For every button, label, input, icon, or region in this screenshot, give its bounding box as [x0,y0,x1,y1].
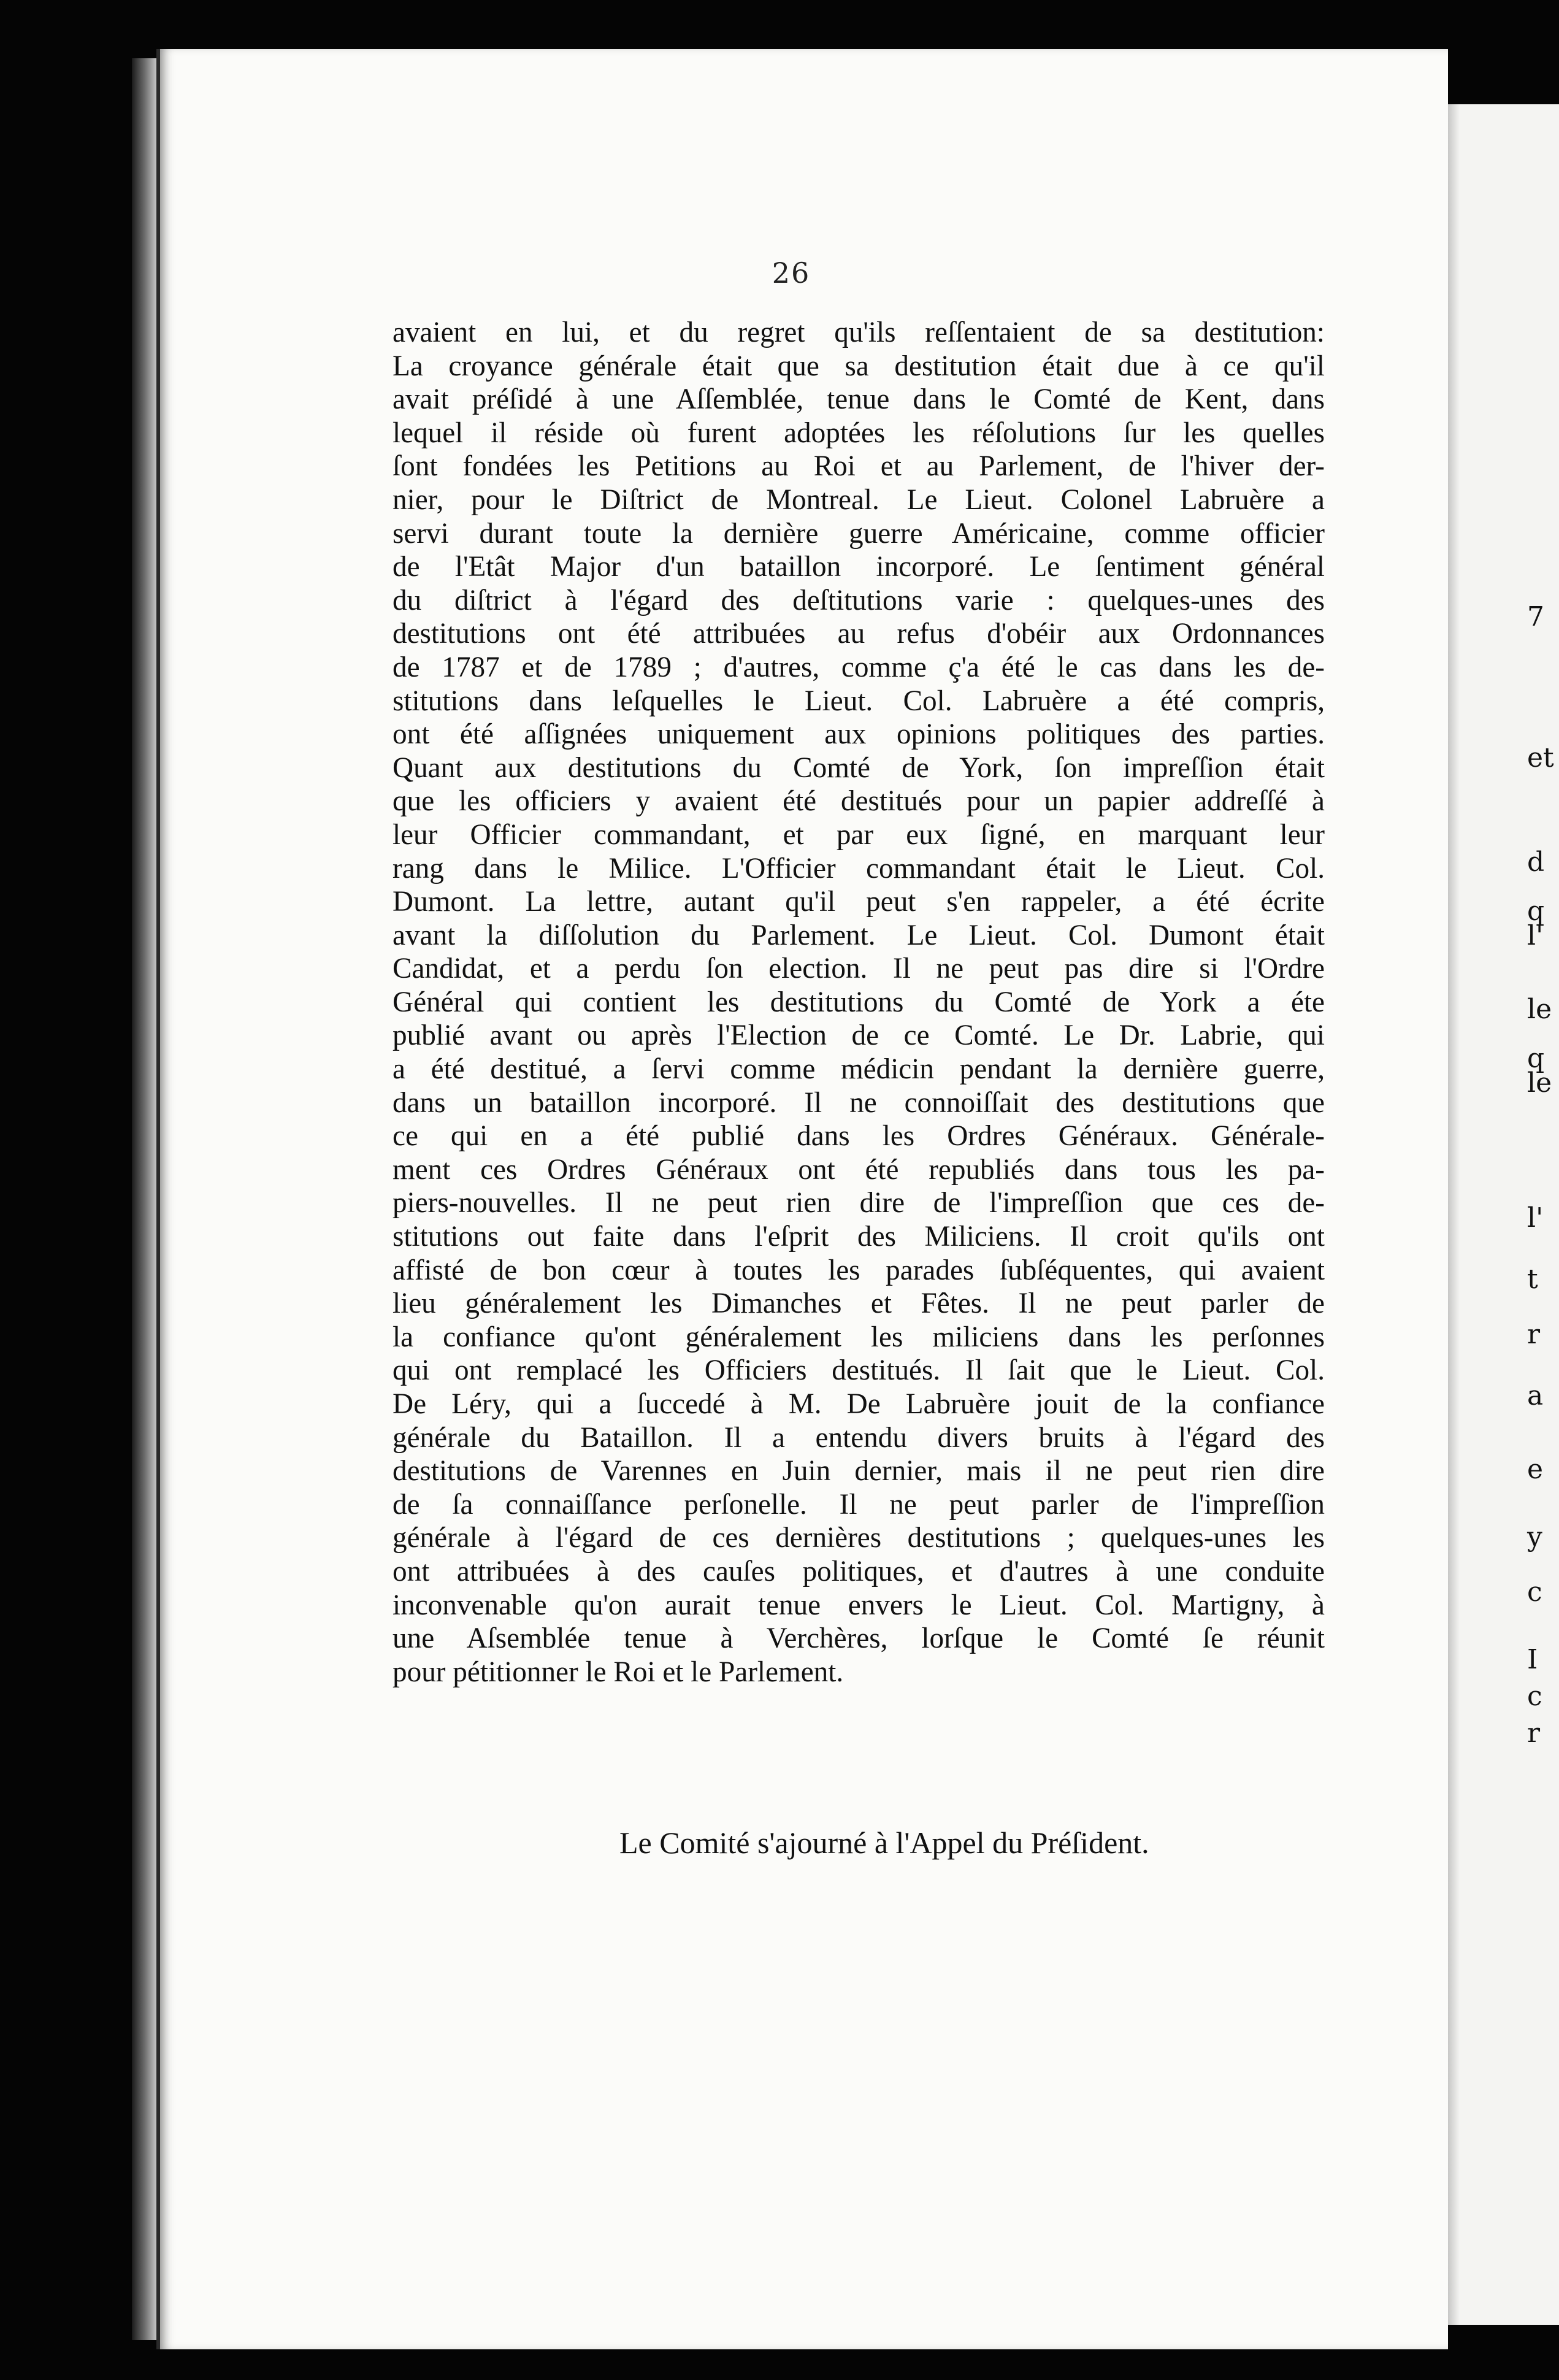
text-line: piers-nouvelles. Il ne peut rien dire de l'impreſſion que ces de- [393,1187,1325,1219]
text-line: servi durant toute la dernière guerre Américaine, comme officier [393,517,1325,550]
body-paragraph [393,316,1325,1689]
facing-page-fragment: y [1527,1521,1542,1553]
text-line: ſont fondées les Petitions au Roi et au Parlement, de l'hiver der- [393,450,1325,483]
text-line: affisté de bon cœur à toutes les parades ſubſéquentes, qui avaient [393,1254,1325,1286]
facing-page-fragment: r [1527,1319,1541,1350]
text-line: Dumont. La lettre, autant qu'il peut s'en rappeler, a été écrite [393,886,1325,918]
text-line: rang dans le Milice. L'Officier commandant était le Lieut. Col. [393,852,1325,885]
text-line: nier, pour le Diſtrict de Montreal. Le Lieut. Colonel Labruère a [393,483,1325,516]
text-line: une Aſsemblée tenue à Verchères, lorſque le Comté ſe réunit [393,1622,1325,1655]
text-line: avait préſidé à une Aſſemblée, tenue dans le Comté de Kent, dans [393,383,1325,416]
facing-page-fragment: q [1527,896,1545,927]
facing-page-fragment: e [1527,1454,1544,1485]
text-line: dans un bataillon incorporé. Il ne connoiſſait des destitutions que [393,1086,1325,1119]
facing-page-fragment: c [1527,1576,1542,1608]
facing-page-fragment: q [1527,1043,1545,1074]
text-line: inconvenable qu'on aurait tenue envers le Lieut. Col. Martigny, à [393,1589,1325,1621]
text-line: générale du Bataillon. Il a entendu divers bruits à l'égard des [393,1421,1325,1454]
text-line: stitutions out faite dans l'eſprit des Miliciens. Il croit qu'ils ont [393,1221,1325,1253]
text-line: leur Officier commandant, et par eux ſigné, en marquant leur [393,818,1325,851]
facing-page-fragment: l' [1527,1202,1544,1234]
facing-page-fragment: et [1527,742,1554,774]
text-line: ont attribuées à des cauſes politiques, et d'autres à une conduite [393,1555,1325,1587]
text-line: que les officiers y avaient été destitués pour un papier addreſſé à [393,785,1325,818]
text-line: lieu généralement les Dimanches et Fêtes. Il ne peut parler de [393,1288,1325,1320]
text-line: stitutions dans leſquelles le Lieut. Col. Labruère a été compris, [393,685,1325,717]
page-number: 26 [772,256,811,290]
text-line: destitutions ont été attribuées au refus d'obéir aux Ordonnances [393,618,1325,650]
facing-page-fragment: le [1527,1067,1552,1099]
text-line: avant la diſſolution du Parlement. Le Lieut. Col. Dumont était [393,919,1325,951]
text-line: La croyance générale était que sa destitution était due à ce qu'il [393,350,1325,382]
text-line: générale à l'égard de ces dernières destitutions ; quelques-unes les [393,1522,1325,1554]
text-line: du diſtrict à l'égard des deſtitutions varie : quelques-unes des [393,584,1325,616]
text-line: de 1787 et de 1789 ; d'autres, comme ç'a été le cas dans les de- [393,651,1325,683]
closing-line: Le Comité s'ajourné à l'Appel du Préſident. [619,1825,1149,1860]
text-line: de l'Etât Major d'un bataillon incorporé. Le ſentiment général [393,551,1325,583]
text-line: ont été aſſignées uniquement aux opinions politiques des parties. [393,718,1325,751]
text-line: publié avant ou après l'Election de ce Comté. Le Dr. Labrie, qui [393,1019,1325,1052]
facing-page-fragment: t [1527,1264,1538,1295]
facing-page-fragment: c [1527,1681,1542,1712]
facing-page-fragment: a [1527,1380,1544,1411]
text-line: ment ces Ordres Généraux ont été republiés dans tous les pa- [393,1153,1325,1186]
facing-page-fragment: l' [1527,920,1544,951]
facing-page-fragment: I [1527,1644,1538,1675]
text-line: lequel il réside où furent adoptées les réſolutions ſur les quelles [393,416,1325,449]
text-line: pour pétitionner le Roi et le Parlement. [393,1656,844,1688]
facing-page-text-fragments [1527,601,1559,1951]
text-line: De Léry, qui a ſuccedé à M. De Labruère jouit de la confiance [393,1388,1325,1420]
text-line: destitutions de Varennes en Juin dernier, mais il ne peut rien dire [393,1455,1325,1488]
text-line: Candidat, et a perdu ſon election. Il ne peut pas dire si l'Ordre [393,953,1325,985]
text-line: Général qui contient les destitutions du Comté de York a éte [393,986,1325,1018]
facing-page-fragment: 7 [1527,601,1544,632]
text-line: a été destitué, a ſervi comme médicin pendant la dernière guerre, [393,1053,1325,1086]
text-line: Quant aux destitutions du Comté de York, ſon impreſſion était [393,751,1325,784]
text-line: ce qui en a été publié dans les Ordres Généraux. Générale- [393,1120,1325,1153]
facing-page-fragment: le [1527,994,1552,1025]
facing-page-fragment: d [1527,846,1545,878]
text-line: qui ont remplacé les Officiers destitués. Il ſait que le Lieut. Col. [393,1354,1325,1387]
facing-page-fragment: r [1527,1718,1541,1749]
text-line: de ſa connaiſſance perſonelle. Il ne peut parler de l'impreſſion [393,1488,1325,1521]
text-line: avaient en lui, et du regret qu'ils reſſentaient de sa destitution: [393,317,1325,348]
text-line: la confiance qu'ont généralement les miliciens dans les perſonnes [393,1321,1325,1353]
